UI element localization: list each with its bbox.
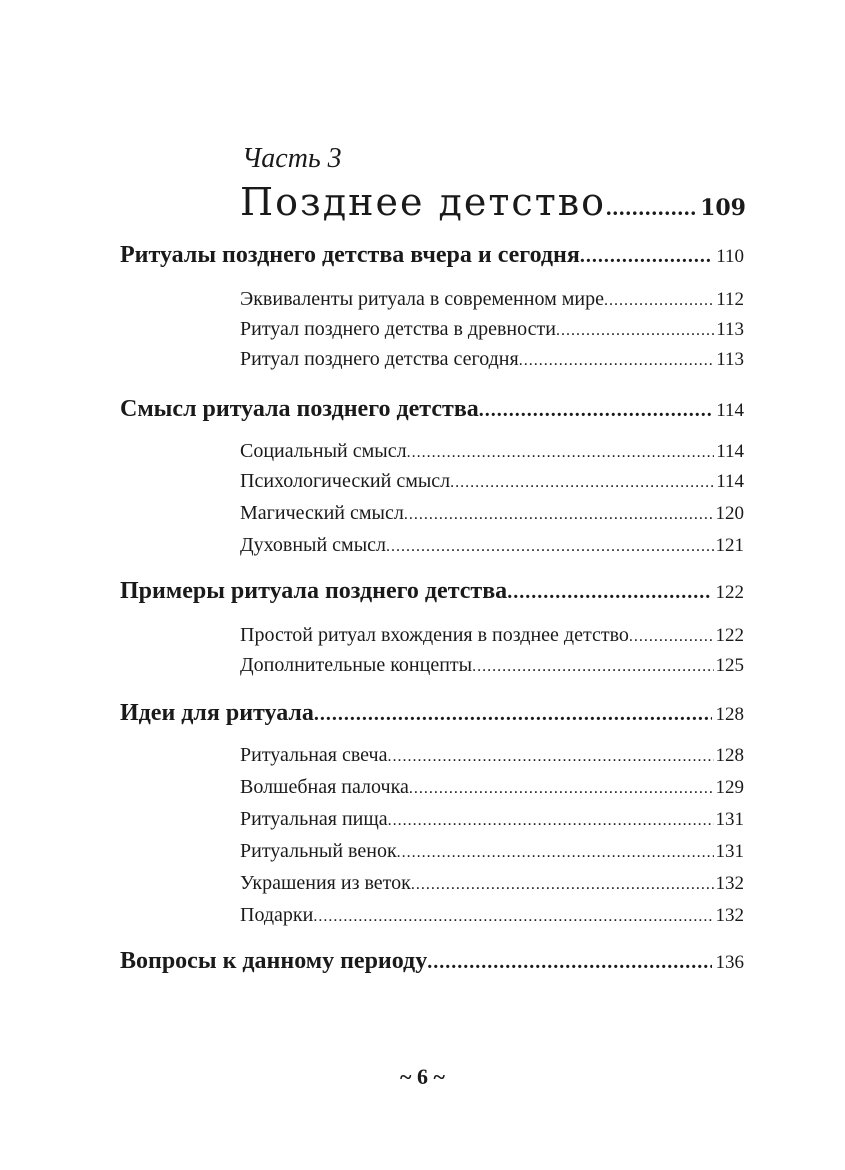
dot-leader (404, 502, 714, 528)
toc-item[interactable] (240, 622, 744, 650)
item-page-number: 129 (715, 777, 744, 798)
item-page-number: 114 (716, 471, 744, 492)
dot-leader (386, 534, 714, 560)
item-page-number: 128 (715, 745, 744, 766)
item-title: Психологический смысл (240, 470, 451, 492)
toc-item[interactable] (240, 774, 744, 802)
toc-item[interactable] (240, 438, 744, 466)
dot-leader (556, 318, 714, 344)
item-title: Простой ритуал вхождения в позднее детство (240, 624, 629, 646)
toc-item[interactable] (240, 286, 744, 314)
dot-leader (606, 195, 697, 221)
item-page-number: 125 (715, 655, 744, 676)
page-number-footer: ~ 6 ~ (400, 1064, 445, 1089)
item-page-number: 122 (715, 625, 744, 646)
item-title: Ритуальный венок (240, 840, 397, 862)
item-page-number: 120 (715, 503, 744, 524)
item-title: Дополнительные концепты (240, 654, 473, 676)
dot-leader (629, 624, 714, 650)
section-page-number: 122 (715, 582, 744, 603)
item-title: Ритуал позднего детства в древности (240, 318, 556, 340)
item-title: Ритуальная пища (240, 808, 388, 830)
part-title: Позднее детство (240, 180, 607, 224)
toc-section-ideas[interactable] (120, 698, 744, 730)
section-title: Идеи для ритуала (120, 700, 314, 726)
item-page-number: 131 (715, 841, 744, 862)
section-page-number: 128 (715, 704, 744, 725)
item-title: Эквиваленты ритуала в современном мире (240, 288, 604, 310)
dot-leader (388, 808, 714, 834)
item-page-number: 112 (716, 289, 744, 310)
part-page-number: 109 (700, 195, 746, 221)
dot-leader (313, 904, 713, 930)
dot-leader (409, 776, 714, 802)
section-page-number: 114 (716, 400, 744, 421)
part-title-entry[interactable] (240, 180, 746, 224)
toc-item[interactable] (240, 902, 744, 930)
dot-leader (388, 744, 714, 770)
section-page-number: 136 (715, 952, 744, 973)
item-title: Украшения из веток (240, 872, 411, 894)
dot-leader (411, 872, 714, 898)
item-page-number: 131 (715, 809, 744, 830)
dot-leader (479, 395, 712, 425)
toc-item[interactable] (240, 652, 744, 680)
dot-leader (507, 577, 711, 607)
section-title: Смысл ритуала позднего детства (120, 396, 479, 422)
dot-leader (450, 470, 714, 496)
item-title: Социальный смысл (240, 440, 407, 462)
item-title: Волшебная палочка (240, 776, 409, 798)
toc-item[interactable] (240, 742, 744, 770)
dot-leader (407, 440, 715, 466)
toc-item[interactable] (240, 316, 744, 344)
toc-section-rituals-then-now[interactable] (120, 240, 744, 272)
item-page-number: 114 (716, 441, 744, 462)
part-label: Часть 3 (242, 143, 342, 174)
section-title: Ритуалы позднего детства вчера и сегодня (120, 242, 580, 268)
toc-item[interactable] (240, 346, 744, 374)
toc-item[interactable] (240, 838, 744, 866)
dot-leader (314, 699, 712, 729)
section-title: Вопросы к данному периоду (120, 948, 428, 974)
item-title: Магический смысл (240, 502, 404, 524)
dot-leader (580, 241, 712, 271)
toc-item[interactable] (240, 500, 744, 528)
item-title: Духовный смысл (240, 534, 386, 556)
item-page-number: 132 (715, 905, 744, 926)
item-title: Ритуал позднего детства сегодня (240, 348, 519, 370)
toc-item[interactable] (240, 468, 744, 496)
dot-leader (427, 947, 711, 977)
dot-leader (397, 840, 714, 866)
toc-section-meaning[interactable] (120, 394, 744, 426)
item-title: Подарки (240, 904, 314, 926)
dot-leader (472, 654, 713, 680)
item-page-number: 113 (716, 319, 744, 340)
toc-item[interactable] (240, 870, 744, 898)
item-page-number: 121 (715, 535, 744, 556)
item-page-number: 113 (716, 349, 744, 370)
section-title: Примеры ритуала позднего детства (120, 578, 508, 604)
dot-leader (519, 348, 715, 374)
item-page-number: 132 (715, 873, 744, 894)
section-page-number: 110 (716, 246, 744, 267)
toc-item[interactable] (240, 532, 744, 560)
dot-leader (604, 288, 714, 314)
item-title: Ритуальная свеча (240, 744, 388, 766)
toc-section-examples[interactable] (120, 576, 744, 608)
toc-item[interactable] (240, 806, 744, 834)
toc-section-questions[interactable] (120, 946, 744, 978)
